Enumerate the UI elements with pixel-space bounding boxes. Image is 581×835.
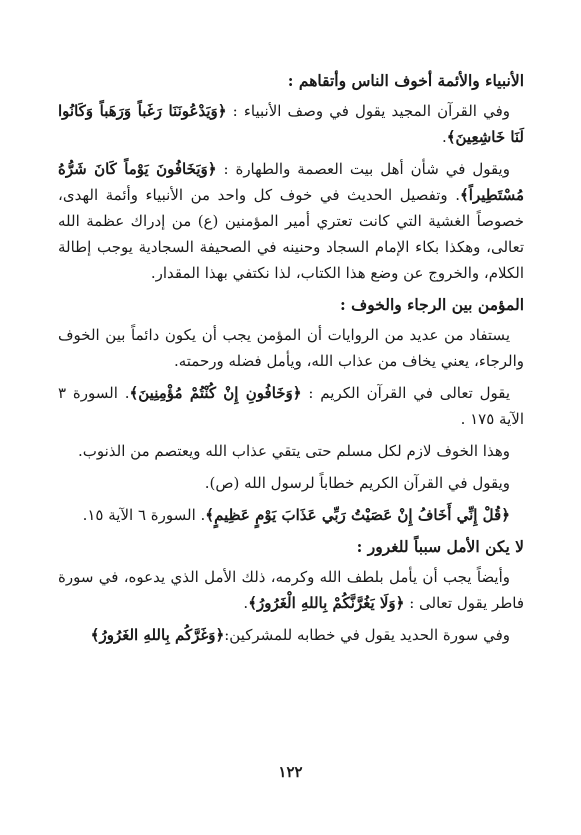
section-heading-hope-not-deception: لا يكن الأمل سبباً للغرور : (356, 537, 524, 556)
quran-verse: ﴿وَخَافُونِ إِنْ كُنْتُمْ مُؤْمِنِينَ﴾ (129, 384, 302, 402)
page-body (58, 62, 524, 654)
paragraph-text: . وتفصيل الحديث في خوف كل واحد من الأنبياء وأئمة الهدى، خصوصاً الغشية التي كانت تعتري أمير المؤمنين (ع) من إدراك عظمة الله تعالى، وهكذا بكاء الإمام السجاد وحنينه في الصحيفة السجادية يوجب إطالة الكلام، والخروج عن وضع هذا الكتاب، لذا نكتفي بهذا المقدار. (58, 186, 524, 282)
quran-verse: ﴿وَيَخَافُونَ يَوْماً كَانَ شَرُّهُ مُسْتَطِيراً﴾ (58, 160, 524, 204)
paragraph-text: وأيضاً يجب أن يأمل بلطف الله وكرمه، ذلك الأمل الذي يدعوه، في سورة فاطر يقول تعالى : (58, 568, 524, 612)
paragraph (58, 98, 524, 150)
paragraph (58, 470, 524, 496)
paragraph (58, 564, 524, 616)
paragraph-text: وهذا الخوف لازم لكل مسلم حتى يتقي عذاب الله ويعتصم من الذنوب. (77, 442, 510, 460)
section-heading-hope-fear: المؤمن بين الرجاء والخوف : (340, 295, 524, 314)
paragraph (58, 622, 524, 648)
paragraph-text: . السورة ٣ الآية ١٧٥ . (58, 384, 524, 428)
quran-verse: ﴿قُلْ إِنِّي أَخَافُ إِنْ عَصَيْتُ رَبِّي عَذَابَ يَوْمٍ عَظِيمٍ﴾ (205, 506, 510, 524)
paragraph-text: يستفاد من عديد من الروايات أن المؤمن يجب أن يكون دائماً بين الخوف والرجاء، يعني يخاف من عذاب الله، ويأمل فضله ورحمته. (58, 326, 524, 370)
paragraph (58, 380, 524, 432)
page-number: ١٢٢ (278, 763, 303, 781)
quran-verse: ﴿وَلَا يَغُرَّنَّكُمْ بِاللهِ الْغَرُورُ﴾ (248, 594, 405, 612)
paragraph-text: ويقول في القرآن الكريم خطاباً لرسول الله (ص). (204, 474, 510, 492)
quran-verse: ﴿وَيَدْعُونَنَا رَغَباً وَرَهَباً وَكَانُوا لَنَا خَاشِعِينَ﴾ (58, 102, 524, 146)
quran-verse: ﴿وَغَرَّكُم بِاللهِ الغَرُورُ﴾ (90, 626, 225, 644)
paragraph (58, 438, 524, 464)
paragraph-text: ويقول في شأن أهل بيت العصمة والطهارة : (223, 160, 510, 178)
section-heading-prophets: الأنبياء والأئمة أخوف الناس وأتقاهم : (287, 71, 524, 90)
paragraph-text: . (243, 594, 249, 612)
paragraph-text: وفي سورة الحديد يقول في خطابه للمشركين: (224, 626, 510, 644)
paragraph-text: . (441, 128, 447, 146)
paragraph-text: يقول تعالى في القرآن الكريم : (308, 384, 510, 402)
paragraph (58, 156, 524, 286)
paragraph (58, 322, 524, 374)
paragraph-text: . السورة ٦ الآية ١٥. (82, 506, 206, 524)
paragraph (58, 502, 524, 528)
paragraph-text: وفي القرآن المجيد يقول في وصف الأنبياء : (232, 102, 510, 120)
